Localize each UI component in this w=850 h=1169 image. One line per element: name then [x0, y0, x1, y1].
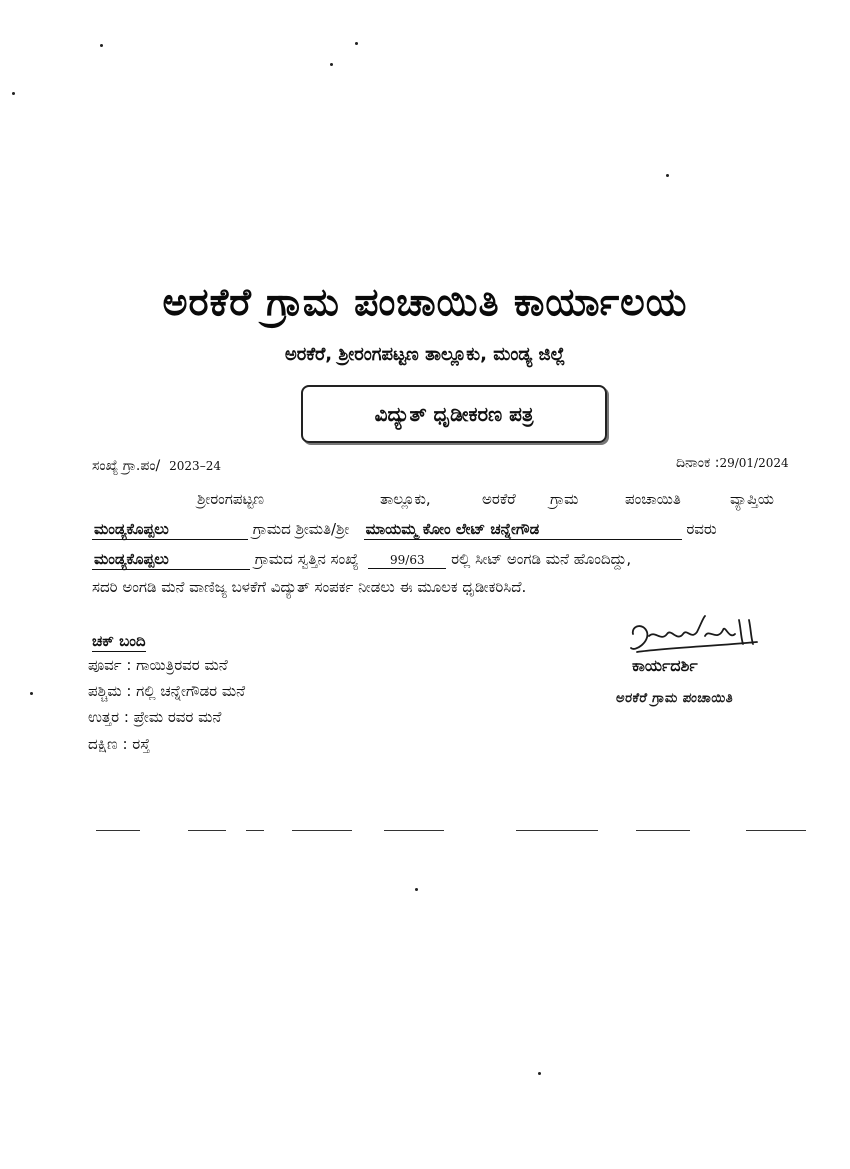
scan-dash: [746, 830, 806, 831]
scan-dash: [636, 830, 690, 831]
certificate-title-box: [301, 385, 607, 443]
boundary-east: ಪೂರ್ವ : ಗಾಯಿತ್ರಿರವರ ಮನೆ: [88, 656, 228, 674]
signatory-designation: ಕಾರ್ಯದರ್ಶಿ: [632, 656, 698, 675]
certificate-title: ವಿದ್ಯುತ್ ಧೃಡೀಕರಣ ಪತ್ರ: [374, 402, 534, 426]
scan-speck: [30, 692, 33, 695]
signature-image: [625, 612, 765, 660]
boundaries-title: ಚಕ್ ಬಂದಿ: [92, 632, 146, 650]
scan-speck: [100, 44, 103, 47]
property-number-field: 99/63: [368, 553, 446, 569]
body-text-property-no: ಗ್ರಾಮದ ಸ್ವತ್ತಿನ ಸಂಖ್ಯೆ: [254, 550, 359, 568]
body-text-village-of: ಗ್ರಾಮದ ಶ್ರೀಮತಿ/ಶ್ರೀ: [252, 520, 350, 538]
office-seal: ಅರಕೆರೆ ಗ್ರಾಮ ಪಂಚಾಯಿತಿ: [615, 691, 735, 706]
scan-speck: [330, 63, 333, 66]
scan-dash: [292, 830, 352, 831]
scan-dash: [516, 830, 598, 831]
scan-speck: [666, 174, 669, 177]
reference-date-value: 29/01/2024: [719, 456, 789, 470]
office-address: ಅರಕೆರೆ, ಶ್ರೀರಂಗಪಟ್ಟಣ ತಾಲ್ಲೂಕು, ಮಂಡ್ಯ ಜಿಲ್ಲೆ: [284, 344, 566, 365]
scan-dash: [246, 830, 264, 831]
scan-speck: [415, 888, 418, 891]
body-word-panchayiti: ಪಂಚಾಯಿತಿ: [625, 490, 681, 508]
village-name-field-2: ಮಂಡ್ಯಕೊಪ್ಪಲು: [92, 550, 250, 570]
body-text-ravaru: ರವರು: [686, 520, 717, 538]
reference-date: [676, 455, 789, 471]
village-name-field: ಮಂಡ್ಯಕೊಪ್ಪಲು: [92, 520, 248, 540]
reference-number-label: ಸಂಖ್ಯೆ ಗ್ರಾ.ಪಂ/: [92, 458, 161, 474]
scan-speck: [538, 1072, 541, 1075]
body-word-grama: ಗ್ರಾಮ: [550, 490, 579, 508]
body-word-vyaptiya: ವ್ಯಾಪ್ತಿಯ: [730, 490, 774, 508]
boundary-west: ಪಶ್ಚಿಮ : ಗಲ್ಲಿ ಚನ್ನೇಗೌಡರ ಮನೆ: [88, 682, 246, 700]
scan-dash: [188, 830, 226, 831]
scan-dash: [96, 830, 140, 831]
body-line-4: ಸದರಿ ಅಂಗಡಿ ಮನೆ ವಾಣಿಜ್ಯ ಬಳಕೆಗೆ ವಿದ್ಯುತ್ ಸಂಪರ್ಕ ನೀಡಲು ಈ ಮೂಲಕ ಧೃಡೀಕರಿಸಿದೆ.: [92, 578, 527, 596]
boundary-south: ದಕ್ಷಿಣ : ರಸ್ತೆ: [88, 735, 151, 753]
scan-speck: [12, 92, 15, 95]
reference-number-value: 2023–24: [169, 459, 221, 473]
body-line-3: [92, 550, 631, 570]
office-title: ಅರಕೆರೆ ಗ್ರಾಮ ಪಂಚಾಯಿತಿ ಕಾರ್ಯಾಲಯ: [162, 280, 688, 324]
scan-speck: [355, 42, 358, 45]
body-word-taluk: ತಾಲ್ಲೂಕು,: [380, 490, 431, 508]
reference-date-label: ದಿನಾಂಕ :: [676, 455, 720, 471]
body-text-shop: ರಲ್ಲಿ ಸೀಟ್ ಅಂಗಡಿ ಮನೆ ಹೊಂದಿದ್ದು,: [451, 550, 632, 568]
owner-name-field: ಮಾಯಮ್ಮ ಕೋಂ ಲೇಟ್ ಚನ್ನೇಗೌಡ: [364, 520, 682, 540]
scan-dash: [384, 830, 444, 831]
body-word-taluk-name: ಶ್ರೀರಂಗಪಟ್ಟಣ: [197, 490, 265, 508]
body-word-arakere: ಅರಕೆರೆ: [482, 490, 516, 508]
reference-number: [92, 458, 221, 474]
body-line-2: [92, 520, 717, 540]
boundary-north: ಉತ್ತರ : ಪ್ರೇಮ ರವರ ಮನೆ: [88, 708, 222, 726]
